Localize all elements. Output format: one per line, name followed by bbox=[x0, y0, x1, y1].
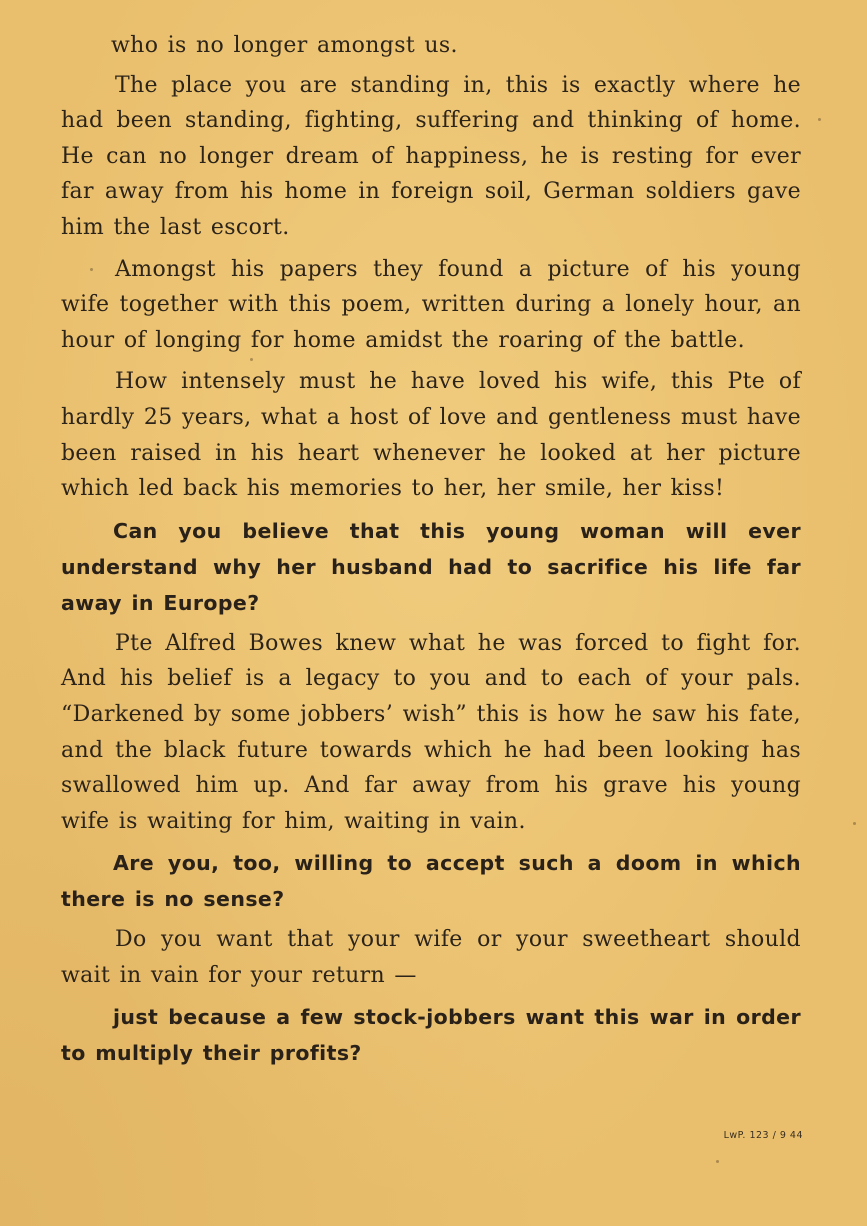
paper-speck bbox=[853, 822, 856, 825]
bold-question-profits: just because a few stock-jobbers want this war in order to multiply their profits? bbox=[61, 1005, 801, 1066]
bold-question-doom: Are you, too, willing to accept such a doom in which there is no sense? bbox=[61, 851, 801, 912]
bold-question-understand: Can you believe that this young woman will ever understand why her husband had to sacrifice his life far away in Europe? bbox=[61, 518, 801, 615]
paper-speck bbox=[90, 268, 93, 271]
paragraph-loved-wife: How intensely must he have loved his wife, this Pte of hardly 25 years, what a host of love and gentleness must have been raised in his heart whenever he looked at her picture which led back his memories to her, her smile, her kiss! bbox=[61, 369, 801, 502]
paper-speck bbox=[716, 1160, 719, 1163]
paragraph-alfred-bowes: Pte Alfred Bowes knew what he was forced to fight for. And his belief is a legacy to you and to each of your pals. “Darkened by some jobbers’ wish” this is how he saw his fate, and the black future towards which he had been looking has swallowed him up. And far away from his grave his young wife is waiting for him, waiting in vain. bbox=[61, 630, 801, 834]
paragraph-papers-found: Amongst his papers they found a picture of his young wife together with this poem, written during a lonely hour, an hour of longing for home amidst the roaring of the battle. bbox=[61, 256, 801, 353]
paragraph-place-standing: The place you are standing in, this is exactly where he had been standing, fighting, suffering and thinking of home. He can no longer dream of happiness, he is resting for ever far away from his home in foreign soil, German soldiers gave him the last escort. bbox=[61, 72, 801, 240]
paper-speck bbox=[818, 118, 821, 121]
paper-speck bbox=[484, 563, 487, 566]
print-code: LwP. 123 / 9 44 bbox=[723, 1130, 803, 1141]
paragraph-continuation: who is no longer amongst us. bbox=[111, 33, 458, 58]
text-column bbox=[61, 28, 801, 1076]
paper-speck bbox=[250, 358, 253, 361]
paragraph-wait-in-vain: Do you want that your wife or your sweetheart should wait in vain for your return — bbox=[61, 927, 801, 988]
